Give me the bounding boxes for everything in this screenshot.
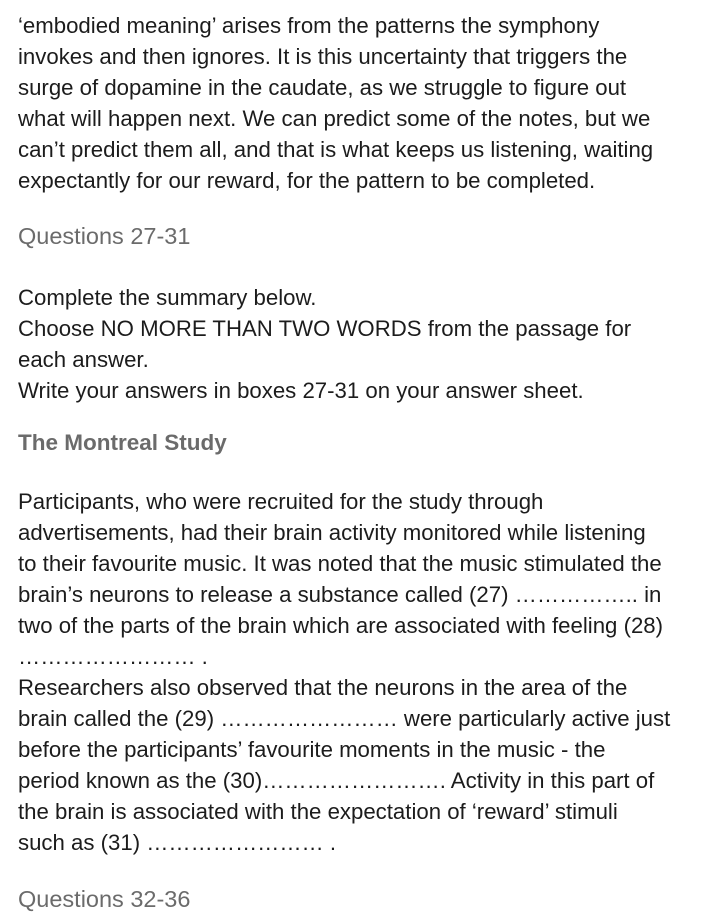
summary-line: such as (31) …………………… . (18, 830, 337, 855)
instruction-line: Write your answers in boxes 27-31 on your answer sheet. (18, 378, 584, 403)
instruction-line: Choose NO MORE THAN TWO WORDS from the passage for (18, 316, 632, 341)
instruction-line: each answer. (18, 347, 149, 372)
intro-paragraph (18, 10, 653, 196)
summary-line: advertisements, had their brain activity monitored while listening (18, 520, 646, 545)
summary-title: The Montreal Study (18, 430, 227, 455)
summary-line: to their favourite music. It was noted that the music stimulated the (18, 551, 662, 576)
intro-line: ‘embodied meaning’ arises from the patterns the symphony (18, 13, 600, 38)
summary-line: …………………… . (18, 644, 208, 669)
instructions (18, 282, 631, 406)
summary-line: Researchers also observed that the neurons in the area of the (18, 675, 628, 700)
summary-line: brain called the (29) …………………… were particularly active just (18, 706, 671, 731)
summary-line: the brain is associated with the expectation of ‘reward’ stimuli (18, 799, 618, 824)
summary-line: two of the parts of the brain which are associated with feeling (28) (18, 613, 664, 638)
summary-line: before the participants’ favourite moments in the music - the (18, 737, 606, 762)
intro-line: surge of dopamine in the caudate, as we struggle to figure out (18, 75, 627, 100)
intro-line: invokes and then ignores. It is this uncertainty that triggers the (18, 44, 628, 69)
summary-line: Participants, who were recruited for the study through (18, 489, 544, 514)
section-heading-questions-32-36: Questions 32-36 (18, 886, 191, 912)
summary-line: period known as the (30)……………………. Activity in this part of (18, 768, 655, 793)
intro-line: can’t predict them all, and that is what keeps us listening, waiting (18, 137, 654, 162)
intro-line: what will happen next. We can predict some of the notes, but we (18, 106, 651, 131)
section-heading-questions-27-31: Questions 27-31 (18, 223, 191, 249)
intro-line: expectantly for our reward, for the pattern to be completed. (18, 168, 596, 193)
summary-body (18, 486, 670, 858)
instruction-line: Complete the summary below. (18, 285, 317, 310)
summary-line: brain’s neurons to release a substance called (27) …………….. in (18, 582, 662, 607)
